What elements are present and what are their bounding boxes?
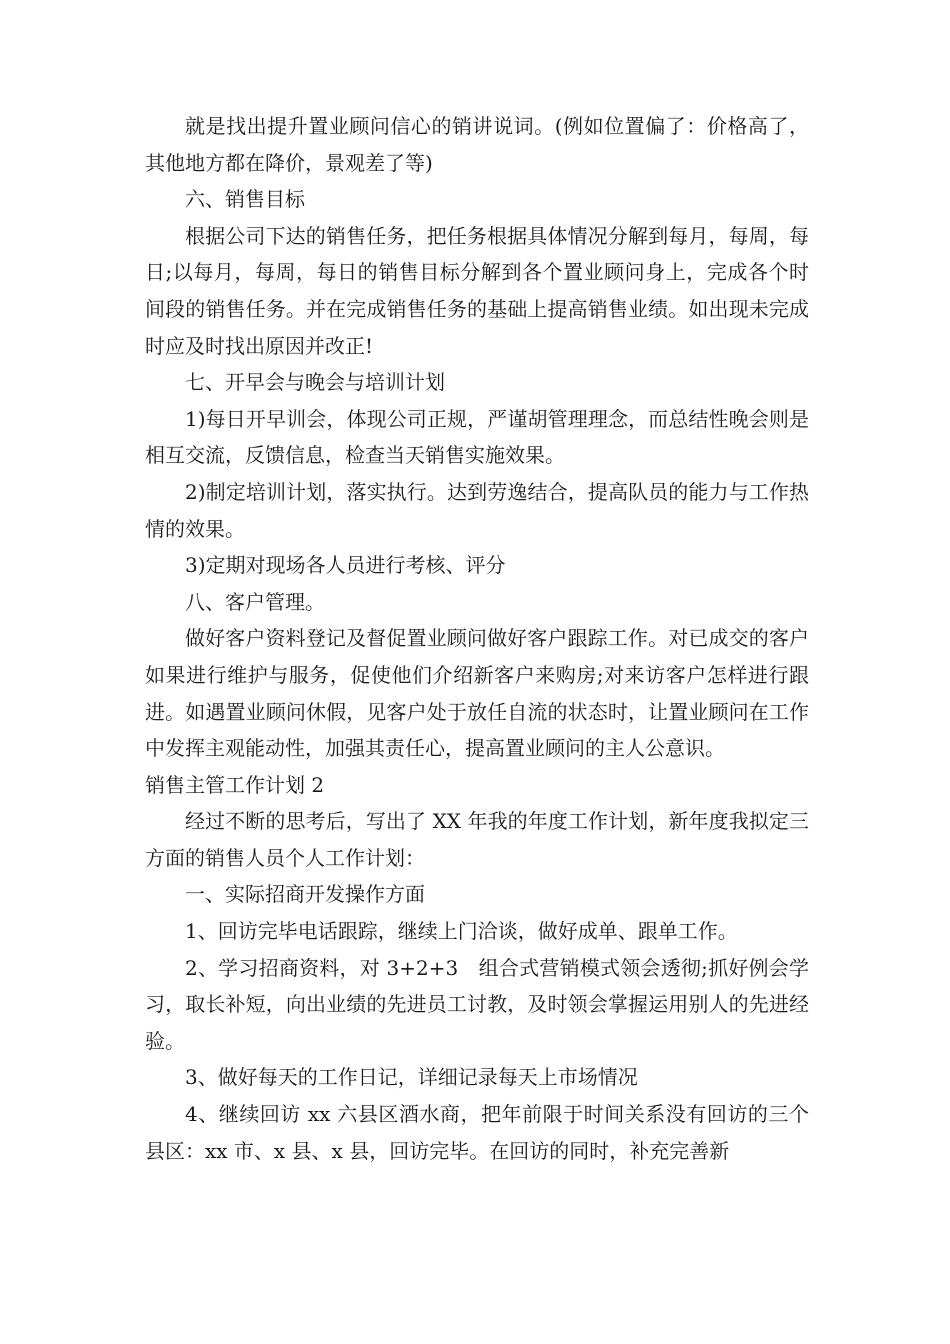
section-heading: 七、开早会与晚会与培训计划 [185, 370, 445, 395]
list-item: 3、做好每天的工作日记，详细记录每天上市场情况 [185, 1065, 638, 1090]
document-body [145, 108, 809, 1169]
section-heading: 六、销售目标 [185, 187, 305, 212]
paragraph: 做好客户资料登记及督促置业顾问做好客户跟踪工作。对已成交的客户如果进行维护与服务，促使他们介绍新客户来购房;对来访客户怎样进行跟进。如遇置业顾问休假，见客户处于放任自流的状态时，让置业顾问在工作中发挥主观能动性，加强其责任心，提高置业顾问的主人公意识。 [145, 626, 809, 761]
list-item: 2、学习招商资料，对 3+2+3 组合式营销模式领会透彻;抓好例会学习，取长补短，向出业绩的先进员工讨教，及时领会掌握运用别人的先进经验。 [145, 955, 809, 1053]
list-item: 2)制定培训计划，落实执行。达到劳逸结合，提高队员的能力与工作热情的效果。 [145, 479, 809, 541]
list-item: 1)每日开早训会，体现公司正规，严谨胡管理理念，而总结性晚会则是相互交流，反馈信息，检查当天销售实施效果。 [145, 406, 809, 468]
section-heading: 一、实际招商开发操作方面 [185, 882, 425, 907]
list-item: 3)定期对现场各人员进行考核、评分 [185, 553, 506, 578]
paragraph: 就是找出提升置业顾问信心的销讲说词。(例如位置偏了：价格高了，其他地方都在降价，景观差了等) [145, 114, 809, 175]
paragraph: 经过不断的思考后，写出了 XX 年我的年度工作计划，新年度我拟定三方面的销售人员个人工作计划： [145, 809, 809, 870]
list-item: 4、继续回访 xx 六县区酒水商，把年前限于时间关系没有回访的三个县区：xx 市、x 县、x 县，回访完毕。在回访的同时，补充完善新 [145, 1102, 809, 1163]
document-title: 销售主管工作计划 2 [145, 772, 325, 797]
list-item: 1、回访完毕电话跟踪，继续上门洽谈，做好成单、跟单工作。 [185, 919, 738, 944]
section-heading: 八、客户管理。 [185, 589, 325, 614]
paragraph: 根据公司下达的销售任务，把任务根据具体情况分解到每月，每周，每日;以每月，每周，每日的销售目标分解到各个置业顾问身上，完成各个时间段的销售任务。并在完成销售任务的基础上提高销售业绩。如出现未完成时应及时找出原因并改正! [145, 223, 809, 358]
